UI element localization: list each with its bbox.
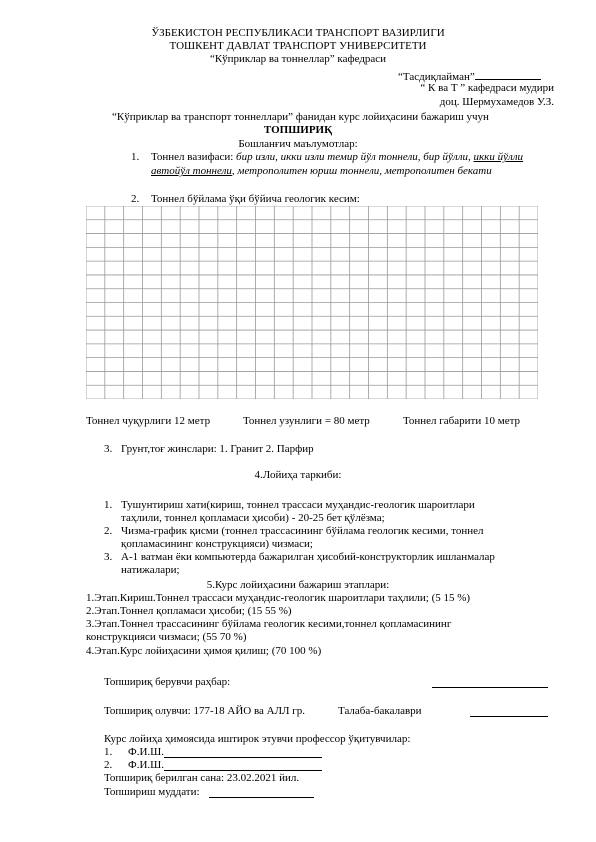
deadline-label: Топшириш муддати: xyxy=(104,786,200,798)
initial-data-heading: Бошланғич маълумотлар: xyxy=(238,138,358,150)
issuer-label: Топшириқ берувчи раҳбар: xyxy=(104,676,231,688)
geological-section-grid[interactable] xyxy=(86,206,538,399)
issued-date: Топшириқ берилган сана: 23.02.2021 йил. xyxy=(104,772,300,784)
composition-item-number: 3. xyxy=(104,551,113,563)
composition-item-number: 1. xyxy=(104,499,113,511)
composition-heading: 4.Лойиҳа таркиби: xyxy=(254,469,342,481)
composition-item-line: Тушунтириш хати(кириш, тоннел трассаси муҳандис-геологик шароитлари xyxy=(121,499,475,511)
committee-heading: Курс лойиҳа ҳимоясида иштирок этувчи профессор ўқитувчилар: xyxy=(104,733,411,745)
item3-number: 3. xyxy=(104,443,113,455)
issuer-signature-field[interactable] xyxy=(432,676,548,688)
stage-line: конструкцияси чизмаси; (55 70 %) xyxy=(86,631,247,643)
composition-item-line: А-1 ватман ёки компьютерда бажарилган ҳисобий-конструкторлик ишланмалар xyxy=(121,551,495,563)
document-title: ТОПШИРИҚ xyxy=(263,124,333,136)
item2-label: Тоннел бўйлама ўқи бўйича геологик кесим: xyxy=(151,193,360,205)
stages-heading: 5.Курс лойиҳасини бажариш этаплари: xyxy=(206,579,390,591)
composition-item-line: қопламасининг конструкцияси) чизмаси; xyxy=(121,538,313,550)
committee-name-field-2[interactable] xyxy=(164,759,322,771)
item1-number: 1. xyxy=(131,151,140,163)
stage-line: 1.Этап.Кириш.Тоннел трассаси муҳандис-геологик шароитлари таҳлили; (5 15 %) xyxy=(86,592,471,604)
item1-line2: автойўл тоннели, метрополитен юриш тоннели, метрополитен бекати xyxy=(151,165,492,177)
ministry-name: ЎЗБЕКИСТОН РЕСПУБЛИКАСИ ТРАНСПОРТ ВАЗИРЛИГИ xyxy=(151,27,445,39)
composition-item-number: 2. xyxy=(104,525,113,537)
composition-item-line: натижалари; xyxy=(121,564,180,576)
stage-line: 2.Этап.Тоннел қопламаси ҳисоби; (15 55 %) xyxy=(86,605,292,617)
university-name: ТОШКЕНТ ДАВЛАТ ТРАНСПОРТ УНИВЕРСИТЕТИ xyxy=(169,40,427,52)
committee-name-field-1[interactable] xyxy=(164,746,322,758)
committee-member: 2. Ф.И.Ш. xyxy=(104,759,164,771)
receiver-role: Талаба-бакалаври xyxy=(338,705,422,717)
approval-head-name: доц. Шермухамедов У.З. xyxy=(439,96,554,108)
committee-member: 1. Ф.И.Ш. xyxy=(104,746,164,758)
tunnel-length: Тоннел узунлиги = 80 метр xyxy=(243,415,370,427)
approval-signature-line xyxy=(475,69,541,80)
tunnel-gauge: Тоннел габарити 10 метр xyxy=(403,415,521,427)
receiver-signature-field[interactable] xyxy=(470,705,548,717)
approval-label: “Тасдиқлайман” xyxy=(398,69,541,84)
stage-line: 3.Этап.Тоннел трассасининг бўйлама геологик кесими,тоннел қопламасининг xyxy=(86,618,452,630)
stage-line: 4.Этап.Курс лойиҳасини ҳимоя қилиш; (70 100 %) xyxy=(86,645,322,657)
composition-item-line: таҳлили, тоннел қопламаси ҳисоби) - 20-25 бет қўлёзма; xyxy=(121,512,385,524)
composition-item-line: Чизма-график қисми (тоннел трассасининг бўйлама геологик кесими, тоннел xyxy=(121,525,484,537)
deadline-field[interactable] xyxy=(209,786,314,798)
item1-line1: Тоннел вазифаси: бир изли, икки изли темир йўл тоннели, бир йўлли, икки йўлли xyxy=(151,151,524,163)
tunnel-depth: Тоннел чуқурлиги 12 метр xyxy=(86,415,211,427)
course-line: “Кўприклар ва транспорт тоннеллари” фанидан курс лойиҳасини бажариш учун xyxy=(112,111,489,123)
department-name: “Кўприклар ва тоннеллар” кафедраси xyxy=(209,53,387,65)
receiver-label: Топшириқ олувчи: 177-18 АЙО ва АЛЛ гр. xyxy=(104,705,306,717)
item2-number: 2. xyxy=(131,193,140,205)
approval-head-title: “ К ва Т ” кафедраси мудири xyxy=(420,82,554,94)
soil-types: Грунт,тоғ жинслари: 1. Гранит 2. Парфир xyxy=(121,443,314,455)
